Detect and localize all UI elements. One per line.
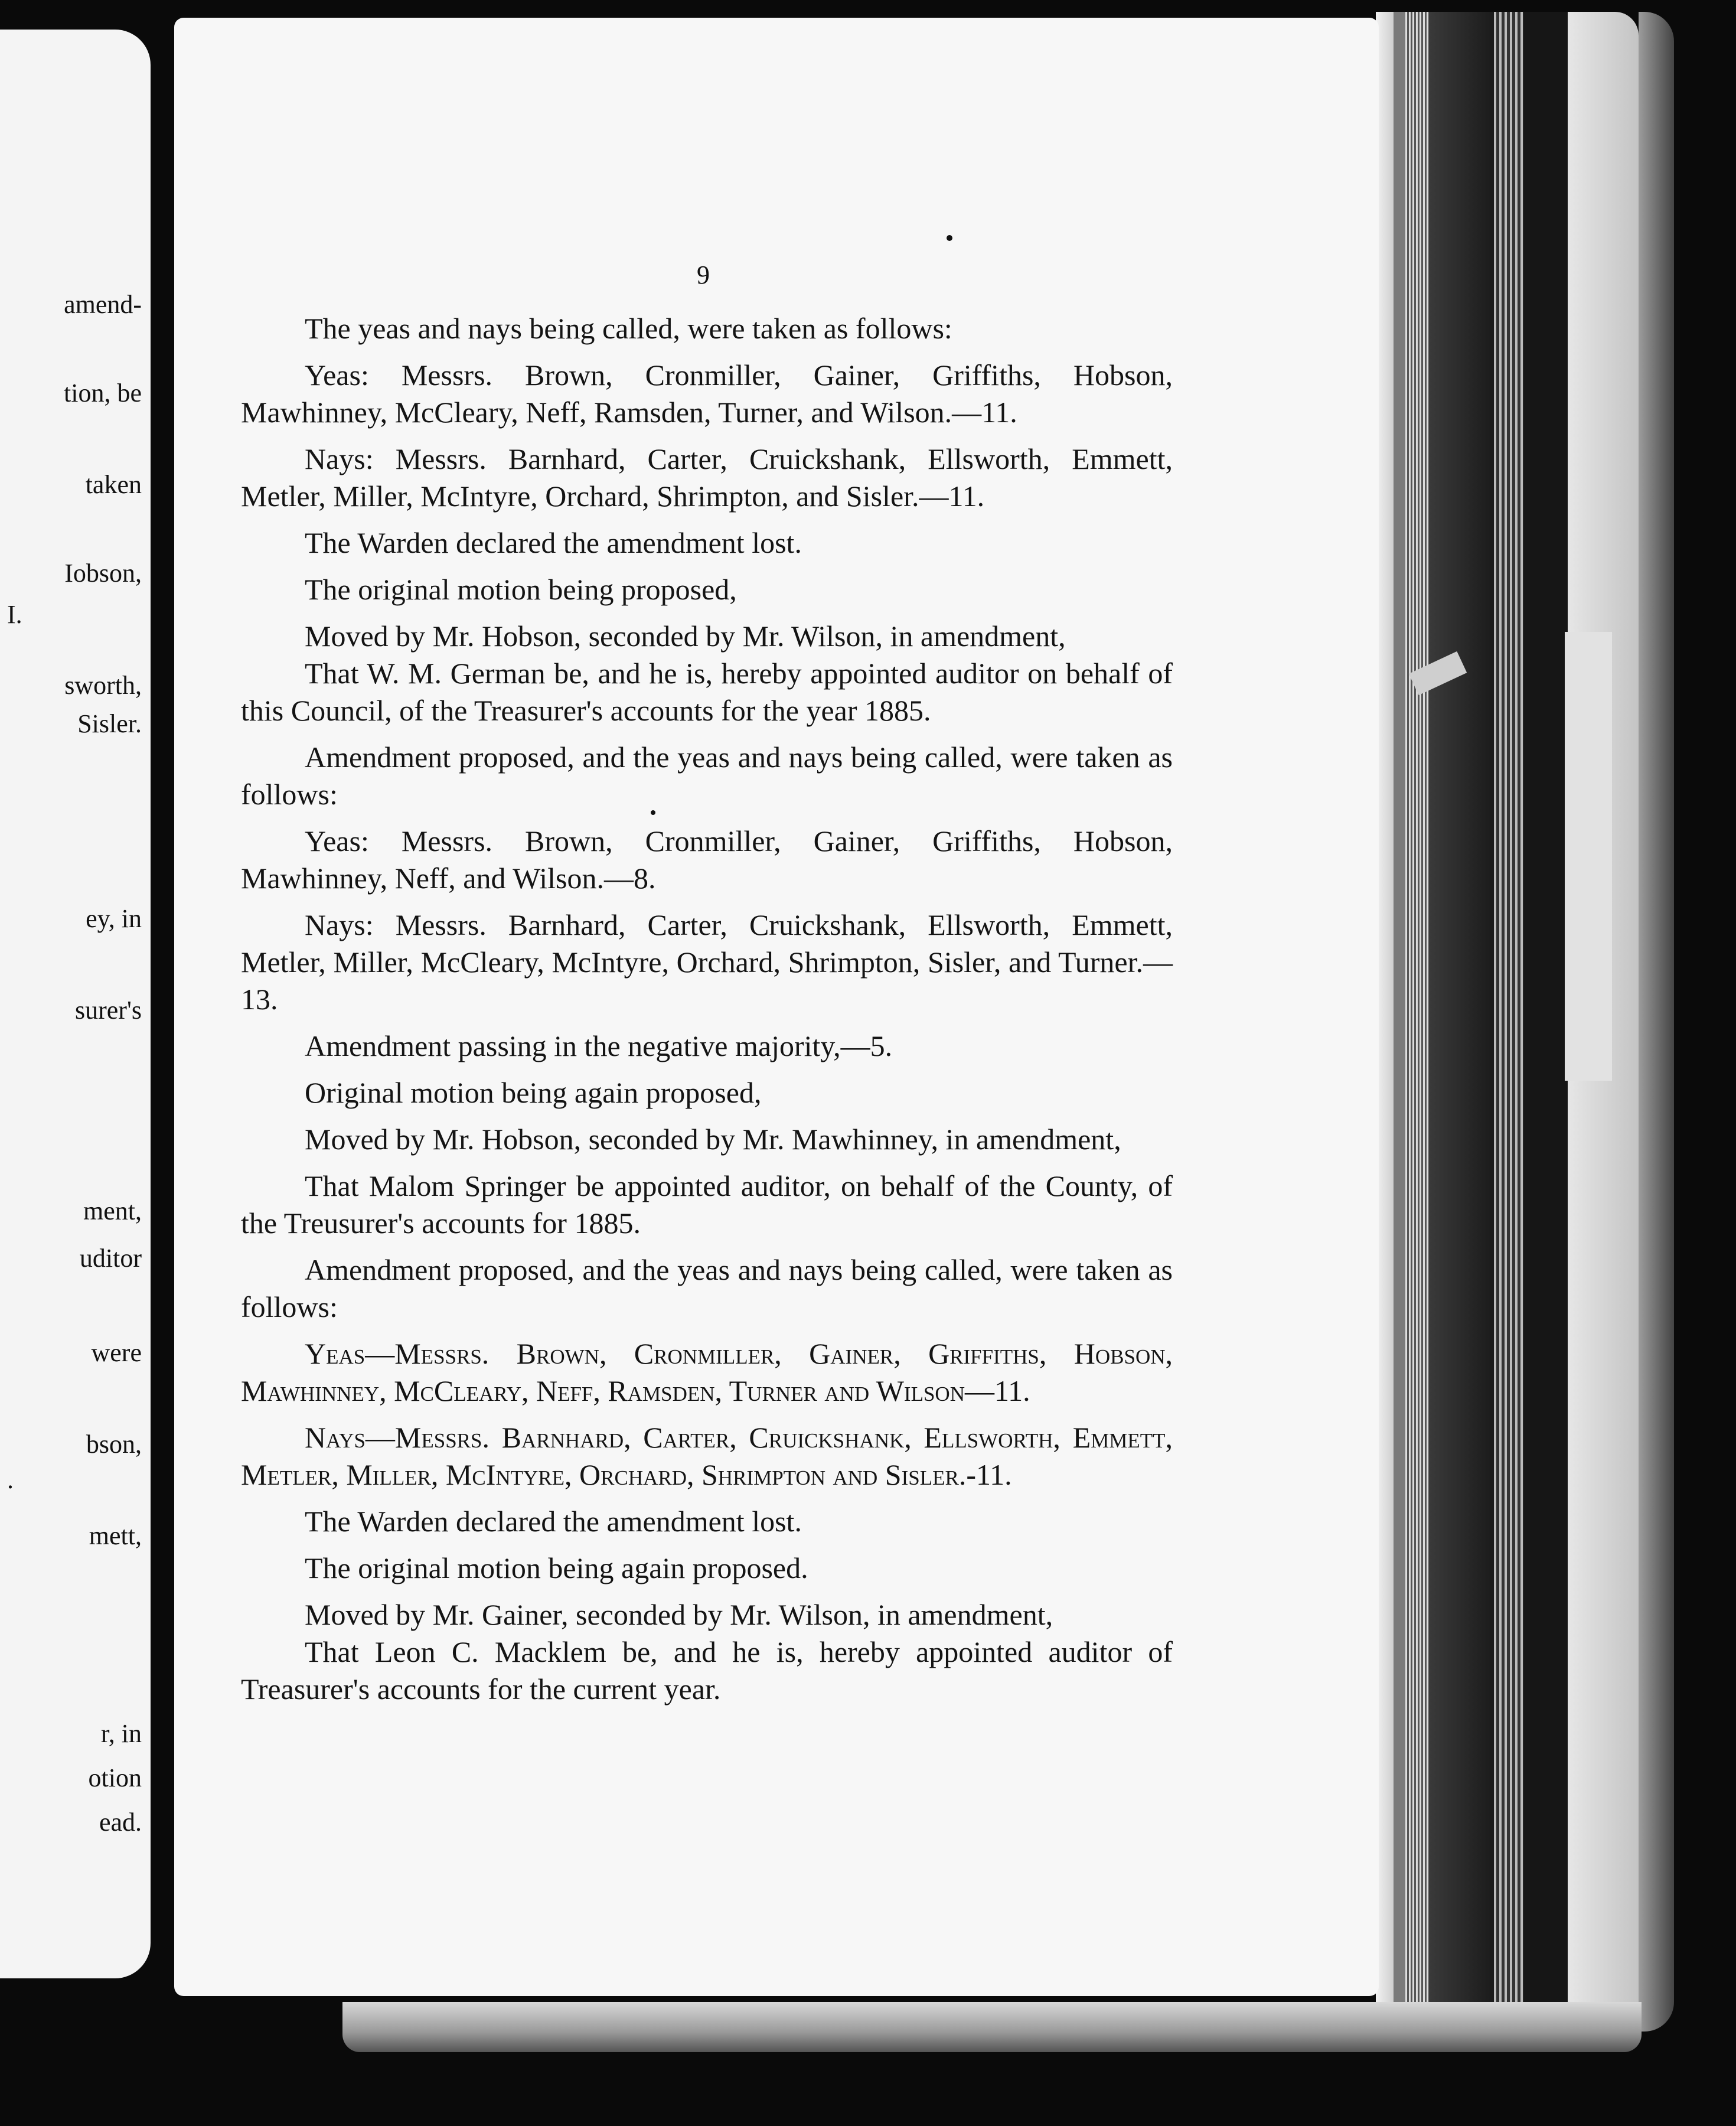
left-page-fragment: ment, bbox=[83, 1196, 142, 1225]
left-page-fragment: Sisler. bbox=[77, 709, 142, 738]
left-page-fragment: ey, in bbox=[86, 904, 142, 933]
left-page-fragment: surer's bbox=[74, 996, 142, 1025]
paragraph: Nays—Messrs. Barnhard, Carter, Cruickshank, Ellsworth, Emmett, Metler, Miller, McIntyre, Orchard, Shrimpton and Sisler.-11. bbox=[241, 1421, 1173, 1491]
left-page-fragment: bson, bbox=[86, 1430, 142, 1459]
left-page-fragment: taken bbox=[85, 470, 142, 499]
paragraph: The original motion being proposed, bbox=[305, 573, 737, 606]
paragraph: The yeas and nays being called, were taken as follows: bbox=[305, 312, 952, 345]
left-page-fragment: were bbox=[91, 1338, 142, 1367]
left-page-fragment: uditor bbox=[79, 1244, 142, 1273]
left-page-fragment: mett, bbox=[89, 1521, 142, 1550]
left-page-fragment: I. bbox=[7, 600, 22, 629]
page-body-text bbox=[241, 310, 1173, 1717]
left-page-fragment: Iobson, bbox=[64, 559, 142, 588]
left-page-fragment: r, in bbox=[100, 1719, 142, 1748]
paragraph: Nays: Messrs. Barnhard, Carter, Cruickshank, Ellsworth, Emmett, Metler, Miller, McCleary, McIntyre, Orchard, Shrimpton, Sisler, and Turner.—13. bbox=[241, 908, 1173, 1016]
left-page-fragment: . bbox=[7, 1465, 14, 1494]
paragraph: The original motion being again proposed. bbox=[305, 1551, 808, 1584]
left-page-fragment: tion, be bbox=[64, 379, 142, 407]
paragraph: Yeas: Messrs. Brown, Cronmiller, Gainer, Griffiths, Hobson, Mawhinney, Neff, and Wilson.—8. bbox=[241, 824, 1173, 895]
left-page-fragment: ead. bbox=[99, 1808, 142, 1837]
paragraph: Amendment proposed, and the yeas and nays being called, were taken as follows: bbox=[241, 741, 1173, 811]
paragraph: That W. M. German be, and he is, hereby appointed auditor on behalf of this Council, of the Treasurer's accounts for the year 1885. bbox=[241, 657, 1173, 727]
left-facing-page bbox=[0, 30, 151, 1978]
paragraph: Yeas: Messrs. Brown, Cronmiller, Gainer, Griffiths, Hobson, Mawhinney, McCleary, Neff, Ramsden, Turner, and Wilson.—11. bbox=[241, 358, 1173, 429]
paragraph: Yeas—Messrs. Brown, Cronmiller, Gainer, Griffiths, Hobson, Mawhinney, McCleary, Neff, Ramsden, Turner and Wilson—11. bbox=[241, 1337, 1173, 1407]
paragraph: The Warden declared the amendment lost. bbox=[305, 1505, 802, 1538]
left-page-fragment: amend- bbox=[64, 290, 142, 319]
paragraph: Amendment proposed, and the yeas and nays being called, were taken as follows: bbox=[241, 1253, 1173, 1323]
book-edge-stack bbox=[1376, 12, 1683, 2032]
paragraph: Moved by Mr. Hobson, seconded by Mr. Mawhinney, in amendment, bbox=[305, 1123, 1121, 1156]
ink-speck bbox=[947, 235, 952, 241]
paragraph: Moved by Mr. Gainer, seconded by Mr. Wilson, in amendment, bbox=[305, 1598, 1053, 1631]
left-page-fragment: otion bbox=[88, 1763, 142, 1792]
book-bottom-edge bbox=[342, 2002, 1642, 2052]
left-page-fragment: sworth, bbox=[64, 671, 142, 700]
paragraph: That Leon C. Macklem be, and he is, hereby appointed auditor of Treasurer's accounts for the current year. bbox=[241, 1635, 1173, 1706]
paragraph: That Malom Springer be appointed auditor, on behalf of the County, of the Treusurer's accounts for 1885. bbox=[241, 1169, 1173, 1240]
paragraph: Moved by Mr. Hobson, seconded by Mr. Wilson, in amendment, bbox=[305, 619, 1066, 653]
paragraph: The Warden declared the amendment lost. bbox=[305, 526, 802, 559]
page-number: 9 bbox=[697, 260, 710, 289]
paragraph: Amendment passing in the negative majority,—5. bbox=[305, 1029, 893, 1062]
paragraph: Nays: Messrs. Barnhard, Carter, Cruickshank, Ellsworth, Emmett, Metler, Miller, McIntyre, Orchard, Shrimpton, and Sisler.—11. bbox=[241, 442, 1173, 513]
paragraph: Original motion being again proposed, bbox=[305, 1076, 762, 1109]
